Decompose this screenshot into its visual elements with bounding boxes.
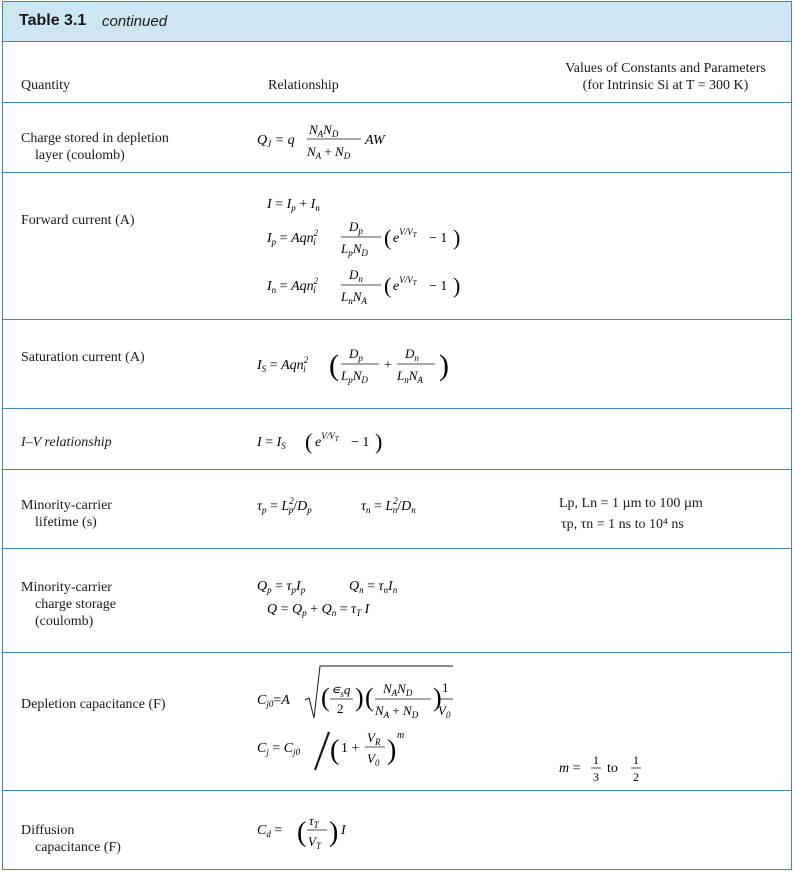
svg-text:1: 1 [593, 753, 599, 767]
svg-text:NA + ND: $N_A + N_D$ [307, 144, 351, 161]
quantity-minority-charge: Minority-carrier charge storage (coulomb) [21, 580, 116, 629]
svg-text:Cj0=A: $C_{j0}=A$ [257, 693, 290, 709]
header-values-line2: (for Intrinsic Si at T = 300 K) [582, 78, 749, 93]
svg-text:VR: $V_R$ [367, 730, 381, 747]
value-lp-ln: Lp, Ln = 1 µm to 100 µm [559, 496, 703, 511]
svg-text:Dp: $D_p$ [349, 219, 363, 236]
quantity-minority-lifetime: Minority-carrier lifetime (s) [21, 498, 112, 530]
svg-text:NA + ND: $N_A + N_D$ [375, 703, 419, 720]
header-values [543, 60, 788, 94]
quantity-charge-stored: Charge stored in depletion layer (coulomb) [21, 131, 169, 163]
svg-text:(: ( [305, 429, 313, 454]
svg-text:Dp: $D_p$ [349, 346, 363, 363]
header-relationship: Relationship [268, 78, 339, 93]
formula-cj0 [253, 662, 493, 724]
svg-text:(: ( [297, 817, 307, 848]
svg-text:I = Ip + In: $I = I_p + I_n$ [267, 197, 320, 213]
formula-q-sum [253, 595, 483, 625]
svg-text:): ) [433, 683, 442, 712]
svg-text:): ) [439, 349, 449, 382]
svg-text:m =: m = [559, 761, 581, 776]
quantity-saturation-current: Saturation current (A) [21, 350, 145, 365]
svg-text:2: 2 [337, 701, 344, 716]
svg-text:AW: AW [365, 133, 385, 148]
svg-text:LpND: $L_pN_D$ [341, 241, 368, 258]
svg-text:NAND: $N_AN_D$ [309, 122, 339, 139]
svg-text:2: 2 [633, 770, 639, 784]
row-divider [3, 790, 791, 791]
svg-text:V0: $V_0$ [438, 703, 451, 720]
row-divider [3, 548, 791, 549]
value-m-range [559, 750, 669, 795]
quantity-depletion-capacitance: Depletion capacitance (F) [21, 697, 166, 712]
svg-text:1 +: 1 + [341, 741, 360, 756]
svg-text:(: ( [321, 683, 330, 712]
formula-tau [253, 492, 483, 522]
svg-text:V0: $V_0$ [367, 751, 380, 768]
formula-cj [253, 724, 453, 780]
svg-text:eV/VT: $e^{V/V}T$ [393, 275, 417, 294]
svg-text:− 1: − 1 [429, 231, 448, 246]
svg-text:In = Aqn2i: $I_n = Aqn^2$ i [267, 276, 319, 295]
svg-text:eV/VT: $e^{V/V}T$ [393, 227, 417, 246]
svg-text:): ) [355, 683, 364, 712]
svg-text:Q = Qp + Qn = τT I: $Q = Q_p + Q_n = \tau_T$ I [267, 602, 370, 618]
svg-text:): ) [387, 735, 397, 766]
svg-text:(: ( [330, 735, 340, 766]
table-page [2, 1, 792, 870]
svg-text:LpND: $L_pN_D$ [341, 368, 368, 385]
svg-text:3: 3 [593, 770, 599, 784]
svg-text:eV/VT: $e^{V/V}T$ [315, 431, 339, 450]
formula-iv [253, 422, 433, 458]
svg-text:Qn = τnIn: $Q_n = \tau_nI_n$ [349, 579, 398, 595]
svg-text:τn = L2n/Dn: $\tau_n = L^2$ $n/D_n$ [361, 496, 416, 515]
svg-text:τp = L2p/Dp: $\tau_p = L^2$ $p/D_p$ [257, 496, 312, 515]
formula-is [253, 337, 483, 391]
svg-text:Cj = Cj0: $C_j = C_{j0}$ [257, 741, 301, 757]
row-divider [3, 652, 791, 653]
svg-text:1: 1 [442, 680, 449, 695]
svg-text:Dn: $D_n$ [405, 346, 419, 363]
table-header-bar [3, 2, 791, 42]
svg-text:− 1: − 1 [429, 279, 448, 294]
quantity-forward-current: Forward current (A) [21, 213, 135, 228]
svg-text:): ) [453, 273, 461, 298]
svg-text:): ) [329, 817, 339, 848]
svg-text:QJ = q: $Q_J = q$ [257, 133, 295, 149]
svg-text:Qp = τpIp: $Q_p = \tau_pI_p$ [257, 579, 306, 595]
svg-text:Cd =: $C_d$ = [257, 823, 283, 839]
svg-text:NAND: $N_AN_D$ [383, 681, 413, 698]
svg-text:VT: $V_T$ [308, 834, 321, 851]
quantity-iv-relationship: I–V relationship [21, 435, 112, 450]
svg-text:(: ( [384, 225, 392, 250]
svg-text:Dn: $D_n$ [349, 267, 363, 284]
row-divider [3, 102, 791, 103]
svg-text:I = IS: $I = I_S$ [257, 435, 286, 451]
svg-text:∊sq: $∊_sq$ [331, 682, 351, 699]
row-divider [3, 319, 791, 320]
table-number: Table 3.1 [19, 12, 87, 29]
svg-text:− 1: − 1 [351, 435, 370, 450]
svg-text:LnNA: $L_nN_A$ [397, 368, 423, 385]
formula-in [253, 260, 473, 310]
row-divider [3, 172, 791, 173]
value-m-fraction [559, 750, 669, 790]
header-values-line1: Values of Constants and Parameters [565, 61, 766, 76]
svg-text:LnNA: $L_nN_A$ [341, 289, 367, 306]
svg-text:(: ( [384, 273, 392, 298]
header-quantity: Quantity [21, 78, 70, 93]
svg-text:IS = Aqn2i: $I_S = Aqn^2$ i [257, 355, 309, 374]
svg-text:+: + [384, 358, 392, 373]
row-divider [3, 469, 791, 470]
svg-text:Ip = Aqn2i: $I_p = Aqn^2$ i [267, 228, 319, 247]
svg-text:m: m [397, 730, 405, 741]
table-continued-label: continued [102, 13, 168, 30]
svg-text:1: 1 [633, 753, 639, 767]
svg-text:(: ( [329, 349, 339, 382]
value-tau: τp, τn = 1 ns to 10⁴ ns [561, 517, 684, 532]
svg-text:): ) [375, 429, 383, 454]
svg-text:): ) [453, 225, 461, 250]
svg-text:(: ( [365, 683, 374, 712]
formula-cd [253, 810, 413, 860]
formula-qj [253, 114, 403, 166]
row-divider [3, 408, 791, 409]
svg-text:I: I [341, 823, 346, 838]
quantity-diffusion-capacitance: Diffusion capacitance (F) [21, 823, 121, 855]
svg-text:to: to [607, 761, 618, 776]
svg-text:τT: $\tau_T$ [309, 813, 319, 830]
formula-ip [253, 212, 473, 262]
